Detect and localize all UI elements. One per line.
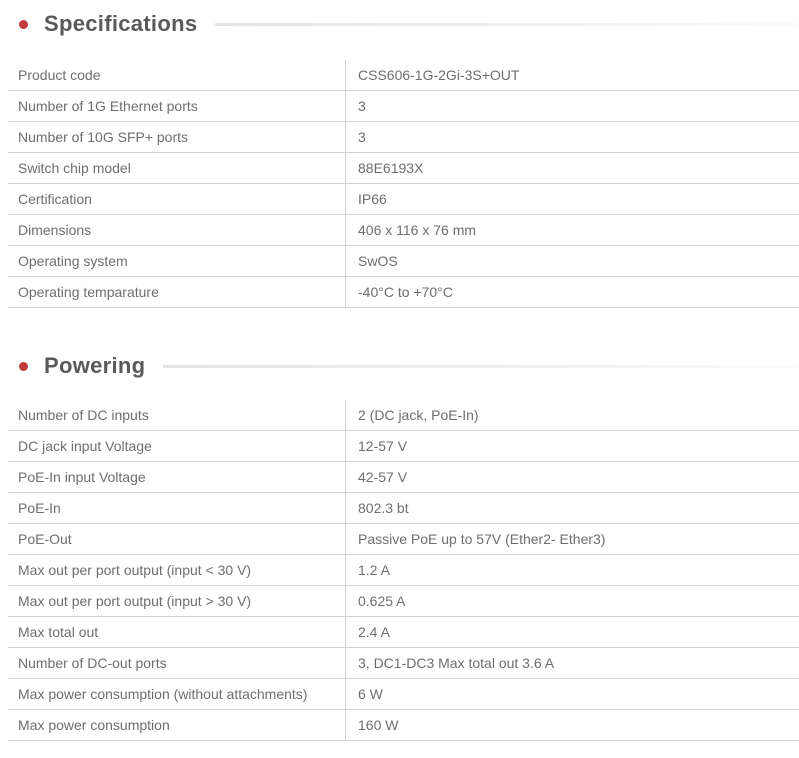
table-row bbox=[8, 60, 799, 91]
spec-value: 6 W bbox=[345, 679, 799, 709]
table-row bbox=[8, 122, 799, 153]
spec-value: 3 bbox=[345, 122, 799, 152]
table-row bbox=[8, 462, 799, 493]
spec-label: Switch chip model bbox=[18, 160, 131, 176]
spec-value: 0.625 A bbox=[345, 586, 799, 616]
specifications-table bbox=[8, 60, 799, 308]
powering-table bbox=[8, 400, 799, 741]
spec-label: PoE-Out bbox=[18, 531, 72, 547]
spec-value: IP66 bbox=[345, 184, 799, 214]
spec-value: SwOS bbox=[345, 246, 799, 276]
spec-label: Operating system bbox=[18, 253, 128, 269]
spec-label: Max power consumption (without attachments) bbox=[18, 686, 308, 702]
section-powering bbox=[0, 352, 799, 741]
spec-label: Max out per port output (input < 30 V) bbox=[18, 562, 252, 578]
spec-label: Number of 1G Ethernet ports bbox=[18, 98, 198, 114]
spec-label: Max power consumption bbox=[18, 717, 170, 733]
spec-label: Max total out bbox=[18, 624, 99, 640]
spec-value: 42-57 V bbox=[345, 462, 799, 492]
table-row bbox=[8, 91, 799, 122]
spec-label: Product code bbox=[18, 67, 101, 83]
bullet-icon bbox=[19, 362, 28, 371]
table-row bbox=[8, 400, 799, 431]
spec-value: 1.2 A bbox=[345, 555, 799, 585]
table-row bbox=[8, 215, 799, 246]
spec-label: PoE-In bbox=[18, 500, 61, 516]
table-row bbox=[8, 586, 799, 617]
spec-value: Passive PoE up to 57V (Ether2- Ether3) bbox=[345, 524, 799, 554]
spec-value: 2.4 A bbox=[345, 617, 799, 647]
table-row bbox=[8, 617, 799, 648]
table-row bbox=[8, 679, 799, 710]
spec-value: 3, DC1-DC3 Max total out 3.6 A bbox=[345, 648, 799, 678]
spec-label: Number of 10G SFP+ ports bbox=[18, 129, 189, 145]
spec-label: Max out per port output (input > 30 V) bbox=[18, 593, 252, 609]
spec-value: 88E6193X bbox=[345, 153, 799, 183]
spec-label: Certification bbox=[18, 191, 92, 207]
spec-label: DC jack input Voltage bbox=[18, 438, 152, 454]
spec-label: Dimensions bbox=[18, 222, 92, 238]
section-title: Powering bbox=[44, 353, 146, 378]
heading-rule-divider bbox=[215, 23, 799, 26]
table-row bbox=[8, 153, 799, 184]
table-row bbox=[8, 524, 799, 555]
section-heading bbox=[0, 10, 799, 38]
table-row bbox=[8, 246, 799, 277]
spec-value: -40°C to +70°C bbox=[345, 277, 799, 307]
spec-value: 12-57 V bbox=[345, 431, 799, 461]
spec-label: Number of DC inputs bbox=[18, 407, 149, 423]
table-row bbox=[8, 493, 799, 524]
section-title: Specifications bbox=[44, 11, 198, 36]
spec-label: Number of DC-out ports bbox=[18, 655, 167, 671]
spec-value: 160 W bbox=[345, 710, 799, 740]
spec-value: 406 x 116 x 76 mm bbox=[345, 215, 799, 245]
spec-label: PoE-In input Voltage bbox=[18, 469, 146, 485]
spec-value: CSS606-1G-2Gi-3S+OUT bbox=[345, 60, 799, 90]
table-row bbox=[8, 555, 799, 586]
spec-value: 2 (DC jack, PoE-In) bbox=[345, 400, 799, 430]
table-row bbox=[8, 431, 799, 462]
spec-value: 802.3 bt bbox=[345, 493, 799, 523]
section-heading bbox=[0, 352, 799, 380]
table-row bbox=[8, 710, 799, 741]
spec-value: 3 bbox=[345, 91, 799, 121]
spec-label: Operating temparature bbox=[18, 284, 159, 300]
heading-rule-divider bbox=[163, 365, 799, 368]
section-specifications bbox=[0, 0, 799, 308]
table-row bbox=[8, 648, 799, 679]
table-row bbox=[8, 184, 799, 215]
bullet-icon bbox=[19, 20, 28, 29]
table-row bbox=[8, 277, 799, 308]
